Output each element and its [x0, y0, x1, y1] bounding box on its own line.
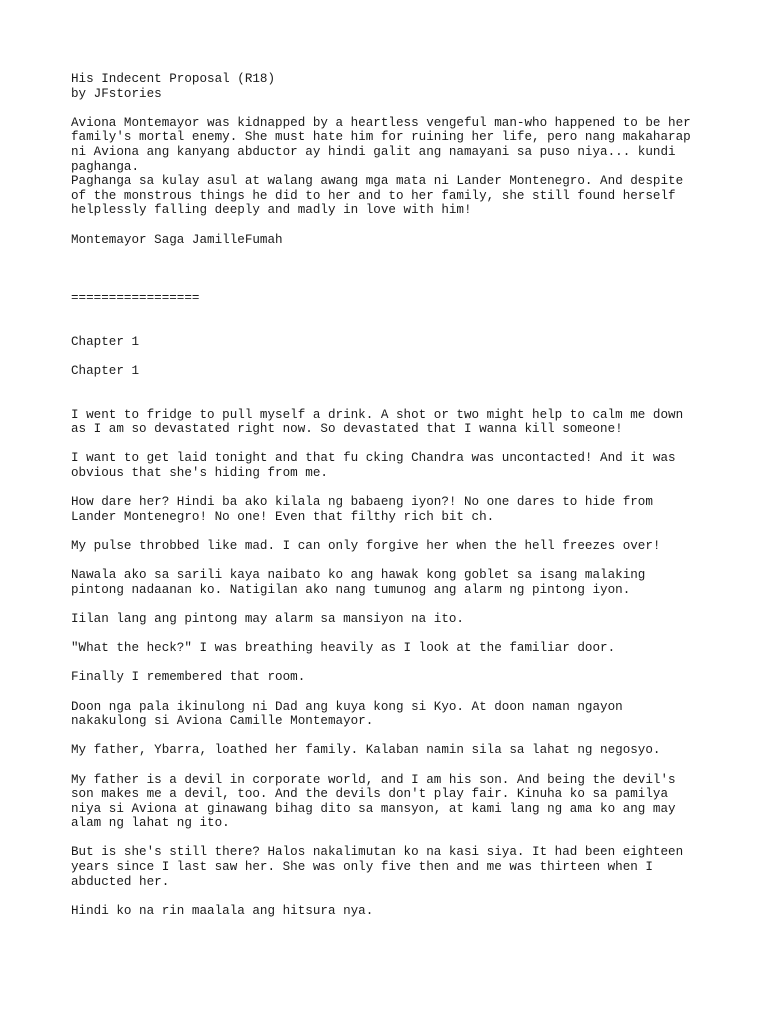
- synopsis-line: of the monstrous things he did to her and to her family, she still found herself: [71, 188, 676, 203]
- chapter-body: [71, 408, 711, 919]
- paragraph-line: nakakulong si Aviona Camille Montemayor.: [71, 714, 374, 729]
- paragraph-line: pintong nadaanan ko. Natigilan ako nang tumunog ang alarm ng pintong iyon.: [71, 582, 631, 597]
- chapter-heading-block: [71, 335, 711, 350]
- document-title: His Indecent Proposal (R18): [71, 72, 276, 86]
- paragraph-line: How dare her? Hindi ba ako kilala ng babaeng iyon?! No one dares to hide from: [71, 495, 653, 510]
- paragraph-line: My father, Ybarra, loathed her family. Kalaban namin sila sa lahat ng negosyo.: [71, 743, 661, 758]
- paragraph-line: I want to get laid tonight and that fu cking Chandra was uncontacted! And it was: [71, 451, 676, 466]
- paragraph-line: But is she's still there? Halos nakalimutan ko na kasi siya. It had been eighteen: [71, 845, 684, 860]
- paragraph-line: as I am so devastated right now. So devastated that I wanna kill someone!: [71, 422, 623, 437]
- document-page: [71, 72, 711, 933]
- separator-block: [71, 291, 711, 306]
- paragraph-line: "What the heck?" I was breathing heavily as I look at the familiar door.: [71, 641, 616, 656]
- paragraph-line: Nawala ako sa sarili kaya naibato ko ang hawak kong goblet sa isang malaking: [71, 568, 646, 583]
- synopsis-line: Paghanga sa kulay asul at walang awang mga mata ni Lander Montenegro. And despite: [71, 174, 684, 189]
- paragraph: [71, 641, 711, 656]
- paragraph: [71, 670, 711, 685]
- paragraph: [71, 700, 711, 729]
- paragraph-line: abducted her.: [71, 874, 170, 889]
- synopsis: [71, 116, 711, 218]
- synopsis-line: Aviona Montemayor was kidnapped by a heartless vengeful man-who happened to be her: [71, 115, 691, 130]
- paragraph-line: My father is a devil in corporate world, and I am his son. And being the devil's: [71, 772, 676, 787]
- paragraph: [71, 845, 711, 889]
- paragraph: [71, 568, 711, 597]
- paragraph-line: niya si Aviona at ginawang bihag dito sa mansyon, at kami lang ng ama ko ang may: [71, 801, 676, 816]
- paragraph-line: Lander Montenegro! No one! Even that filthy rich bit ch.: [71, 509, 495, 524]
- series-line-block: [71, 233, 711, 248]
- paragraph: [71, 539, 711, 554]
- paragraph-line: obvious that she's hiding from me.: [71, 466, 328, 481]
- synopsis-line: ni Aviona ang kanyang abductor ay hindi galit ang namayani sa puso niya... kundi: [71, 144, 676, 159]
- paragraph-line: My pulse throbbed like mad. I can only forgive her when the hell freezes over!: [71, 539, 661, 554]
- paragraph-line: I went to fridge to pull myself a drink. A shot or two might help to calm me down: [71, 407, 684, 422]
- paragraph: [71, 743, 711, 758]
- paragraph: [71, 612, 711, 627]
- separator: =================: [71, 290, 200, 305]
- chapter-heading: Chapter 1: [71, 334, 140, 349]
- synopsis-line: paghanga.: [71, 159, 140, 174]
- paragraph-line: Iilan lang ang pintong may alarm sa mansiyon na ito.: [71, 611, 464, 626]
- paragraph-line: Doon nga pala ikinulong ni Dad ang kuya kong si Kyo. At doon naman ngayon: [71, 699, 623, 714]
- paragraph-line: son makes me a devil, too. And the devils don't play fair. Kinuha ko sa pamilya: [71, 787, 669, 802]
- synopsis-line: family's mortal enemy. She must hate him for ruining her life, pero nang makaharap: [71, 130, 691, 145]
- title-block: [71, 72, 711, 101]
- paragraph-line: Finally I remembered that room.: [71, 670, 306, 685]
- chapter-subheading: Chapter 1: [71, 363, 140, 378]
- paragraph-line: years since I last saw her. She was only five then and me was thirteen when I: [71, 860, 653, 875]
- paragraph: [71, 495, 711, 524]
- paragraph: [71, 904, 711, 919]
- chapter-subheading-block: [71, 364, 711, 379]
- paragraph-line: Hindi ko na rin maalala ang hitsura nya.: [71, 903, 374, 918]
- paragraph: [71, 451, 711, 480]
- series-line: Montemayor Saga JamilleFumah: [71, 232, 283, 247]
- synopsis-line: helplessly falling deeply and madly in love with him!: [71, 203, 472, 218]
- paragraph: [71, 773, 711, 831]
- document-byline: by JFstories: [71, 86, 162, 101]
- paragraph-line: alam ng lahat ng ito.: [71, 816, 230, 831]
- paragraph: [71, 408, 711, 437]
